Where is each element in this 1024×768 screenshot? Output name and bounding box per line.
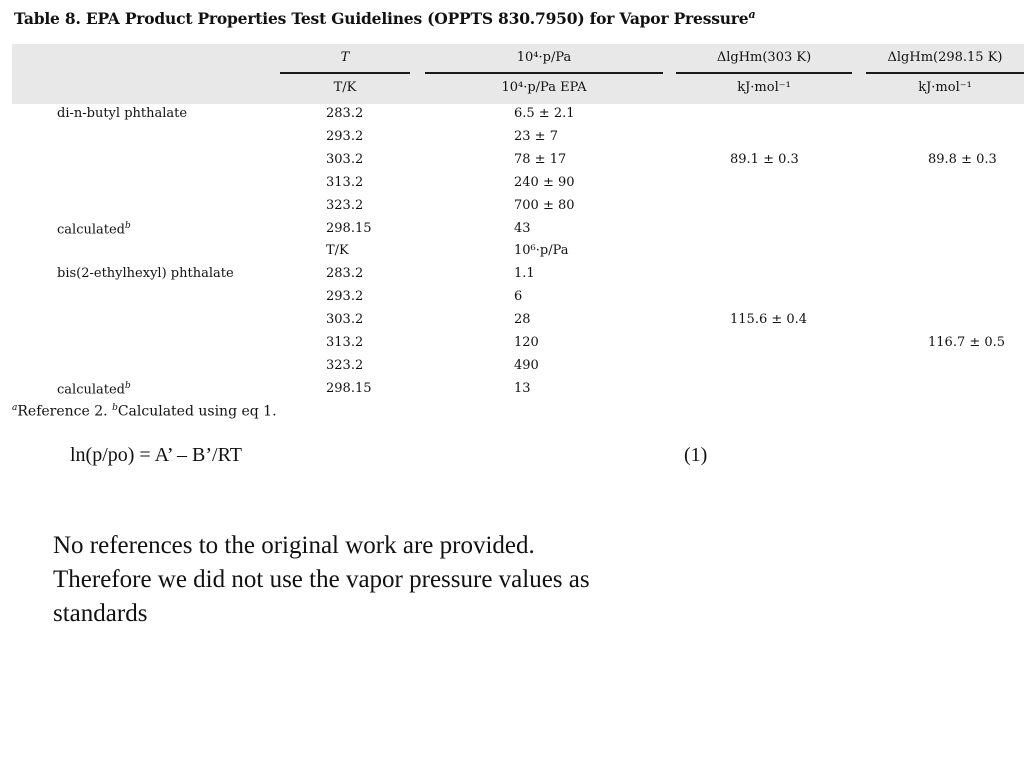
cell-enthalpy-298: 89.8 ± 0.3: [928, 151, 997, 167]
cell-pressure: 28: [514, 312, 531, 328]
cell-pressure: 6: [514, 289, 523, 305]
subheader-enthalpy-298-unit: kJ·mol⁻¹: [918, 80, 972, 95]
header-rule-pressure: [425, 72, 663, 74]
subheader-pressure-unit: 10⁴·p/Pa EPA: [501, 80, 587, 95]
row-label-text: di-n-butyl phthalate: [57, 106, 188, 121]
equation: ln(p/po) = A’ – B’/RT: [70, 444, 242, 466]
cell-temperature: 298.15: [326, 220, 372, 236]
table-title-footnote-mark: a: [748, 8, 756, 21]
cell-pressure: 120: [514, 335, 539, 350]
note-line: standards: [53, 600, 148, 627]
cell-temperature: 283.2: [326, 106, 364, 121]
footnote-a-text: Reference 2.: [17, 403, 108, 420]
cell-enthalpy-298: 116.7 ± 0.5: [928, 335, 1006, 350]
row-label-text: calculated: [57, 382, 125, 398]
row-label: [57, 106, 187, 121]
table-title: [14, 8, 755, 28]
row-label: [57, 381, 131, 397]
note-line: No references to the original work are provided.: [53, 532, 535, 559]
subheader-temperature-unit: T/K: [333, 80, 357, 95]
cell-pressure: 10⁶·p/Pa: [514, 243, 569, 259]
slide-note: [53, 529, 693, 631]
cell-temperature: 323.2: [326, 357, 364, 373]
subheader-enthalpy-303-unit: kJ·mol⁻¹: [737, 80, 791, 95]
row-label-text: bis(2-ethylhexyl) phthalate: [57, 266, 234, 282]
row-label-text: calculated: [57, 221, 125, 237]
table-footnotes: [12, 403, 277, 420]
header-rule-enthalpy-303: [676, 72, 852, 74]
footnote-a-mark: a: [12, 403, 18, 413]
cell-temperature: 293.2: [326, 289, 364, 305]
header-enthalpy-298: ΔlgHm(298.15 K): [887, 50, 1003, 65]
row-label-footnote-mark: b: [125, 380, 131, 391]
cell-temperature: 298.15: [326, 380, 372, 396]
equation-number: (1): [684, 444, 708, 466]
cell-pressure: 6.5 ± 2.1: [514, 106, 575, 121]
cell-pressure: 23 ± 7: [514, 128, 558, 144]
row-label-footnote-mark: b: [125, 220, 131, 231]
header-rule-enthalpy-298: [866, 72, 1024, 74]
cell-pressure: 490: [514, 357, 539, 373]
table-title-text: Table 8. EPA Product Properties Test Guidelines (OPPTS 830.7950) for Vapor Pressure: [14, 9, 749, 29]
cell-enthalpy-303: 89.1 ± 0.3: [730, 151, 799, 167]
row-label: [57, 221, 131, 237]
cell-temperature: 303.2: [326, 151, 364, 167]
cell-temperature: 323.2: [326, 197, 364, 213]
header-rule-temperature: [280, 72, 410, 74]
cell-enthalpy-303: 115.6 ± 0.4: [730, 312, 808, 328]
cell-pressure: 13: [514, 380, 531, 396]
cell-temperature: T/K: [326, 243, 349, 259]
cell-pressure: 240 ± 90: [514, 174, 575, 190]
row-label: [57, 266, 234, 281]
cell-temperature: 313.2: [326, 335, 364, 350]
header-enthalpy-303: ΔlgHm(303 K): [716, 50, 812, 65]
cell-temperature: 283.2: [326, 266, 364, 282]
cell-pressure: 78 ± 17: [514, 151, 567, 167]
cell-pressure: 700 ± 80: [514, 197, 575, 213]
footnote-b-mark: b: [112, 403, 118, 413]
cell-temperature: 313.2: [326, 174, 364, 190]
cell-temperature: 303.2: [326, 312, 364, 328]
cell-pressure: 43: [514, 220, 531, 236]
footnote-b-text: Calculated using eq 1.: [117, 403, 277, 420]
cell-pressure: 1.1: [514, 266, 535, 282]
header-pressure: 10⁴·p/Pa: [516, 50, 572, 65]
note-line: Therefore we did not use the vapor pressure values as: [53, 566, 590, 593]
cell-temperature: 293.2: [326, 128, 364, 144]
header-temperature: T: [340, 50, 350, 65]
